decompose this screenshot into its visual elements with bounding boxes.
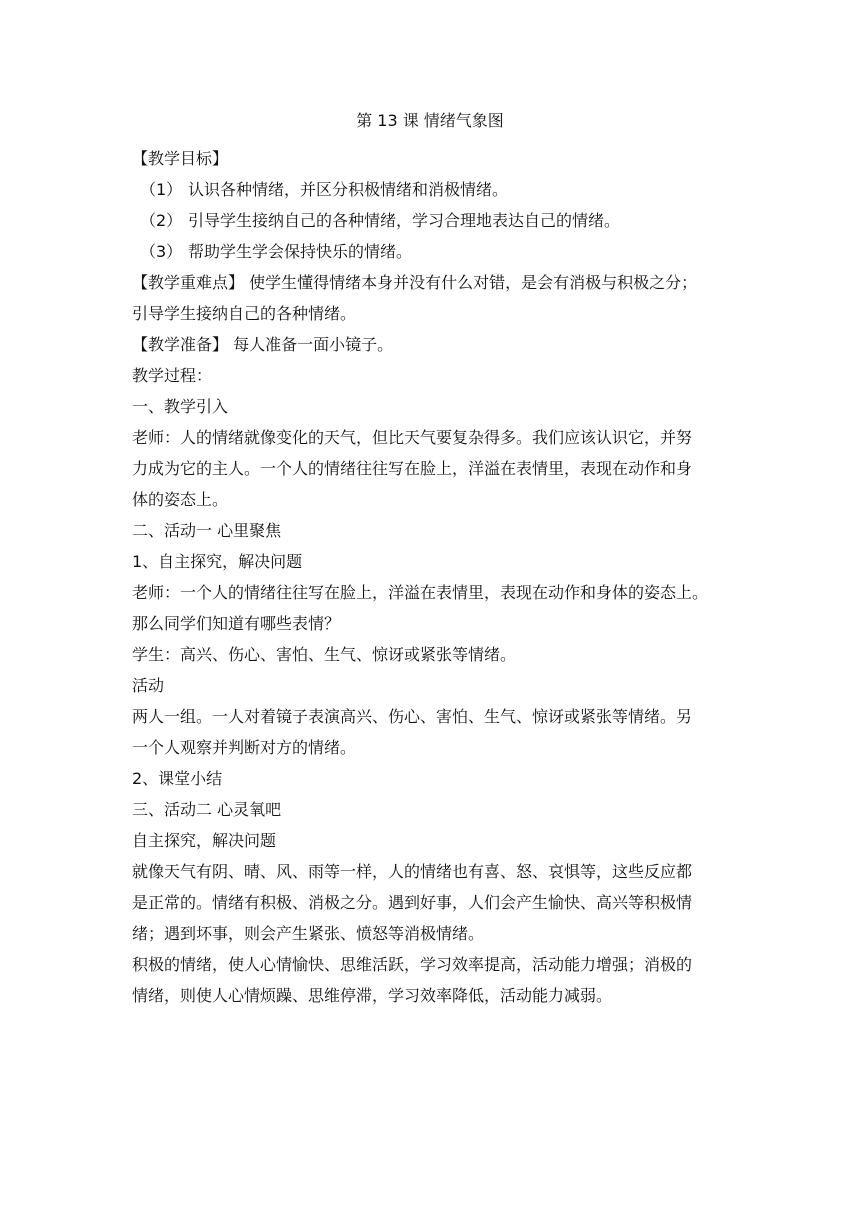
goal-text: 引导学生接纳自己的各种情绪，学习合理地表达自己的情绪。: [188, 211, 621, 230]
activity-label: 活动: [132, 676, 165, 695]
paragraph-line: 两人一组。一人对着镜子表演高兴、伤心、害怕、生气、惊讶或紧张等情绪。另: [132, 707, 693, 726]
preparation-line: 【教学准备】 每人准备一面小镜子。: [132, 335, 394, 354]
paragraph-line: 体的姿态上。: [132, 490, 229, 509]
paragraph-line: 积极的情绪，使人心情愉快、思维活跃，学习效率提高，活动能力增强；消极的: [132, 955, 693, 974]
paragraph-line: 那么同学们知道有哪些表情？: [132, 614, 341, 633]
lesson-title: 第 13 课 情绪气象图: [356, 111, 504, 130]
subsection-heading: 1、自主探究，解决问题: [132, 552, 303, 571]
document-body: [132, 143, 732, 1011]
paragraph-line: 老师：一个人的情绪往往写在脸上，洋溢在表情里，表现在动作和身体的姿态上。: [132, 583, 709, 602]
goal-text: 帮助学生学会保持快乐的情绪。: [188, 242, 413, 261]
section-heading: 一、教学引入: [132, 397, 229, 416]
goal-item: [132, 205, 732, 236]
goal-number: （2）: [140, 211, 183, 230]
subsection-heading: 自主探究，解决问题: [132, 831, 277, 850]
subsection-heading: 2、课堂小结: [132, 769, 223, 788]
paragraph-line: 力成为它的主人。一个人的情绪往往写在脸上，洋溢在表情里，表现在动作和身: [132, 459, 693, 478]
paragraph-line: 是正常的。情绪有积极、消极之分。遇到好事，人们会产生愉快、高兴等积极情: [132, 893, 693, 912]
goal-item: [132, 236, 732, 267]
process-heading: 教学过程：: [132, 366, 213, 385]
goal-text: 认识各种情绪，并区分积极情绪和消极情绪。: [188, 180, 509, 199]
paragraph-line: 老师：人的情绪就像变化的天气，但比天气要复杂得多。我们应该认识它，并努: [132, 428, 693, 447]
paragraph-line: 学生：高兴、伤心、害怕、生气、惊讶或紧张等情绪。: [132, 645, 517, 664]
goals-heading: 【教学目标】: [132, 149, 229, 168]
section-heading: 二、活动一 心里聚焦: [132, 521, 282, 540]
paragraph-line: 一个人观察并判断对方的情绪。: [132, 738, 357, 757]
section-heading: 三、活动二 心灵氧吧: [132, 800, 282, 819]
paragraph-line: 情绪，则使人心情烦躁、思维停滞，学习效率降低，活动能力减弱。: [132, 986, 613, 1005]
paragraph-line: 绪；遇到坏事，则会产生紧张、愤怒等消极情绪。: [132, 924, 485, 943]
paragraph-line: 就像天气有阴、晴、风、雨等一样，人的情绪也有喜、怒、哀惧等，这些反应都: [132, 862, 693, 881]
key-points-line: 引导学生接纳自己的各种情绪。: [132, 304, 357, 323]
key-points-line: 【教学重难点】 使学生懂得情绪本身并没有什么对错，是会有消极与积极之分；: [132, 273, 698, 292]
goal-item: [132, 174, 732, 205]
goal-number: （3）: [140, 242, 183, 261]
goal-number: （1）: [140, 180, 183, 199]
